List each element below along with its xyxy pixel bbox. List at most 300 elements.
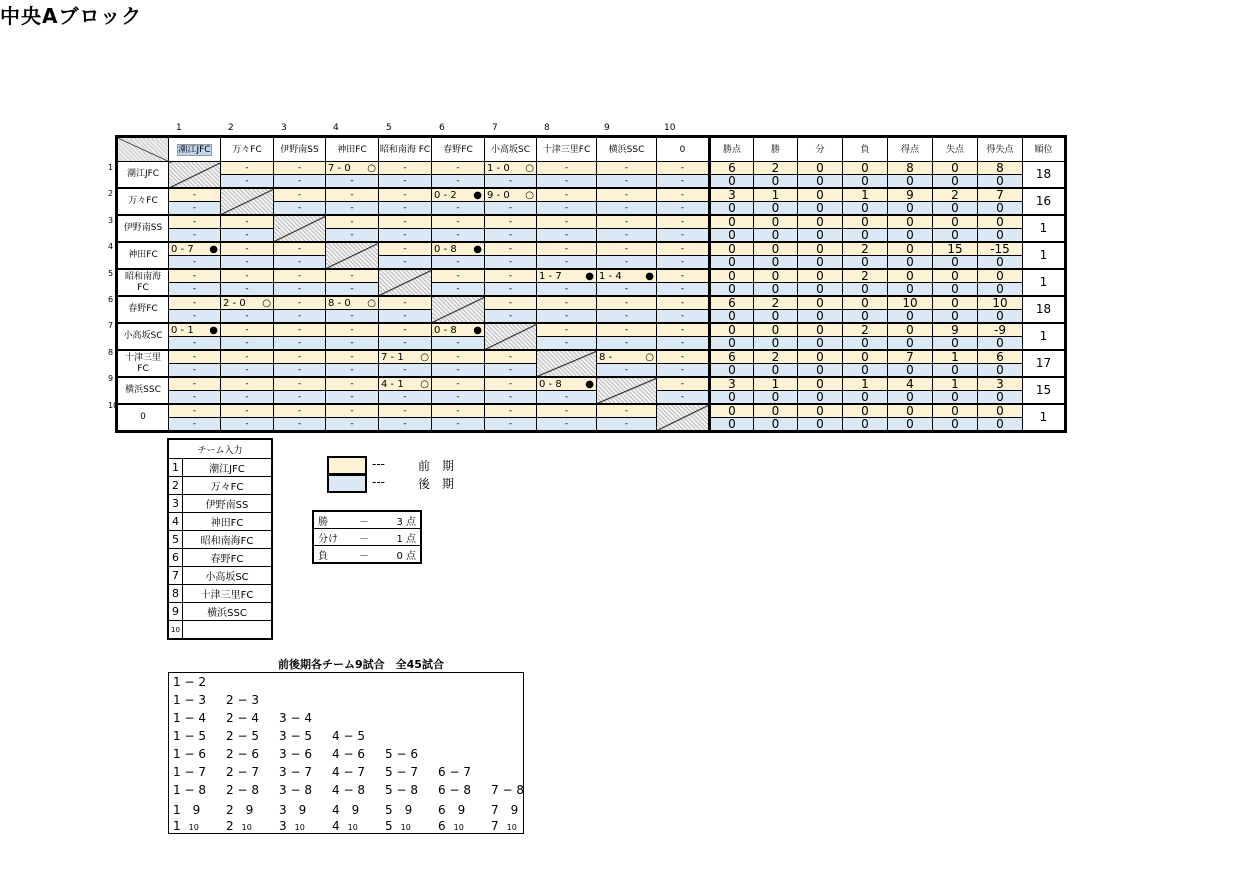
stat-first: 0 [798, 215, 843, 229]
match-cell-second: - [326, 310, 379, 324]
match-cell-first: - [485, 377, 537, 391]
stat-first: 0 [798, 162, 843, 175]
match-cell-second: - [274, 283, 326, 297]
match-cell-second: - [597, 418, 657, 432]
match-cell-first: - [537, 404, 597, 418]
stat-second: 0 [978, 229, 1023, 243]
stat-second: 0 [843, 283, 888, 297]
match-cell-second: - [485, 229, 537, 243]
stat-second: 0 [888, 337, 933, 351]
match-cell-second: - [537, 175, 597, 189]
match-team-b: 10 [241, 823, 252, 832]
diagonal-cell [379, 269, 432, 296]
match-team-a: 7 [491, 819, 499, 833]
first-half-label: 前 期 [418, 459, 455, 473]
match-cell-first: - [326, 323, 379, 337]
stat-first: 15 [933, 242, 978, 256]
match-pair [438, 819, 464, 833]
stat-second: 0 [843, 418, 888, 432]
team-name-field: 昭和南海FC [183, 531, 273, 549]
match-cell-first: - [326, 269, 379, 283]
result-mark: ○ [262, 297, 271, 309]
match-pair: 2 − 8 [226, 783, 259, 797]
diagonal-cell [169, 162, 221, 189]
match-cell-first [326, 162, 379, 175]
match-cell-first: - [657, 323, 710, 337]
match-cell-first [597, 350, 657, 364]
stat-second: 0 [933, 391, 978, 405]
match-pair: 2 − 4 [226, 711, 259, 725]
match-cell-first: - [379, 162, 432, 175]
match-cell-first: - [597, 404, 657, 418]
match-cell-second: - [597, 256, 657, 270]
stat-second: 0 [798, 418, 843, 432]
match-cell-second: - [379, 364, 432, 378]
match-pair: 1 − 8 [173, 783, 206, 797]
stat-second: 0 [933, 256, 978, 270]
match-cell-second: - [597, 229, 657, 243]
match-cell-second: - [326, 283, 379, 297]
stat-first: 0 [798, 296, 843, 310]
stat-first: 0 [888, 269, 933, 283]
stat-second: 0 [798, 229, 843, 243]
stat-second: 0 [843, 364, 888, 378]
diagonal-cell [221, 188, 274, 215]
match-team-b: 10 [188, 823, 199, 832]
score-text: 1 - 0 [487, 162, 510, 174]
stat-second: 0 [888, 364, 933, 378]
stat-second: 0 [798, 310, 843, 324]
stat-second: 0 [888, 202, 933, 216]
match-cell-first: - [657, 269, 710, 283]
result-mark: ● [473, 189, 482, 201]
stat-second: 0 [798, 202, 843, 216]
stat-second: 0 [710, 337, 754, 351]
stat-second: 0 [798, 364, 843, 378]
match-cell-second: - [274, 310, 326, 324]
stat-first: 1 [933, 350, 978, 364]
result-mark: ● [473, 324, 482, 336]
match-cell-first: - [485, 215, 537, 229]
match-cell-first: - [597, 162, 657, 175]
match-cell-second: - [432, 175, 485, 189]
stat-first: 0 [843, 162, 888, 175]
match-pair: 2 − 5 [226, 729, 259, 743]
result-mark: ○ [525, 162, 534, 174]
team-name-field: 潮江JFC [183, 459, 273, 477]
match-cell-second: - [326, 364, 379, 378]
stat-first: 8 [978, 162, 1023, 175]
stat-second: 0 [754, 337, 798, 351]
match-cell-second: - [169, 229, 221, 243]
match-cell-second: - [274, 256, 326, 270]
match-cell-first: - [597, 323, 657, 337]
stat-second: 0 [798, 337, 843, 351]
match-team-b: 10 [453, 823, 464, 832]
selected-cell: 潮江JFC [178, 144, 211, 155]
match-cell-second: - [597, 202, 657, 216]
row-team-label: 0 [117, 404, 169, 432]
stat-first: 1 [754, 377, 798, 391]
stat-second: 0 [843, 175, 888, 189]
result-mark: ● [209, 324, 218, 336]
match-pair [173, 819, 199, 833]
stat-header: 失点 [933, 137, 978, 162]
match-cell-first: - [169, 296, 221, 310]
result-mark: ● [473, 243, 482, 255]
match-cell-second: - [537, 256, 597, 270]
rank-cell: 18 [1023, 296, 1066, 323]
match-pair: 1 9 [173, 803, 201, 817]
result-mark: ○ [367, 162, 376, 174]
match-pair: 1 − 4 [173, 711, 206, 725]
match-cell-second: - [169, 283, 221, 297]
row-number: 5 [108, 268, 114, 278]
team-number: 10 [168, 621, 183, 640]
stat-first: 0 [843, 215, 888, 229]
stat-first: 0 [978, 269, 1023, 283]
row-number: 7 [108, 321, 114, 331]
stat-first: 0 [798, 323, 843, 337]
match-cell-first: - [537, 215, 597, 229]
match-pair: 6 − 7 [438, 765, 471, 779]
stat-first: 0 [798, 188, 843, 202]
stat-first: 9 [888, 188, 933, 202]
match-cell-second: - [657, 391, 710, 405]
match-pair: 4 9 [332, 803, 360, 817]
match-cell-first: - [221, 323, 274, 337]
match-cell-first: - [485, 296, 537, 310]
match-cell-second: - [221, 418, 274, 432]
column-header-team: 万々FC [221, 137, 274, 162]
column-number: 10 [664, 123, 676, 133]
stat-first: 0 [710, 404, 754, 418]
match-cell-second: - [537, 229, 597, 243]
stat-first: 6 [710, 350, 754, 364]
match-cell-second: - [537, 391, 597, 405]
stat-first: 0 [754, 269, 798, 283]
match-cell-second: - [379, 229, 432, 243]
match-pair: 5 9 [385, 803, 413, 817]
match-cell-first: - [537, 323, 597, 337]
match-pair: 4 − 7 [332, 765, 365, 779]
stat-second: 0 [933, 283, 978, 297]
match-cell-second: - [326, 337, 379, 351]
match-cell-first: - [221, 404, 274, 418]
row-team-label: 潮江JFC [117, 162, 169, 189]
match-cell-second: - [657, 283, 710, 297]
stat-first: 0 [798, 242, 843, 256]
match-pair: 4 − 5 [332, 729, 365, 743]
match-cell-second: - [274, 175, 326, 189]
match-cell-first: - [169, 350, 221, 364]
result-mark: ○ [525, 189, 534, 201]
match-cell-first: - [221, 242, 274, 256]
points-table [312, 510, 422, 564]
match-cell-first [432, 188, 485, 202]
match-cell-second: - [432, 283, 485, 297]
row-number: 9 [108, 374, 114, 384]
match-cell-second: - [485, 364, 537, 378]
stat-second: 0 [888, 175, 933, 189]
stat-second: 0 [978, 418, 1023, 432]
match-team-a: 4 [332, 819, 340, 833]
column-number: 8 [544, 123, 550, 133]
match-cell-first: - [326, 350, 379, 364]
match-cell-second: - [169, 337, 221, 351]
stat-second: 0 [888, 310, 933, 324]
stat-first: 10 [888, 296, 933, 310]
stat-first: 0 [843, 350, 888, 364]
stat-second: 0 [710, 229, 754, 243]
match-pair: 7 − 8 [491, 783, 524, 797]
stat-first: 0 [888, 215, 933, 229]
row-number: 3 [108, 215, 114, 225]
result-mark: ○ [645, 351, 654, 363]
spacer [181, 823, 189, 832]
column-header-team: 横浜SSC [597, 137, 657, 162]
row-team-label: 伊野南SS [117, 215, 169, 242]
stat-second: 0 [710, 418, 754, 432]
rank-cell: 1 [1023, 269, 1066, 296]
stat-first: 0 [710, 215, 754, 229]
match-pair: 5 − 8 [385, 783, 418, 797]
match-cell-second: - [432, 364, 485, 378]
match-cell-second: - [657, 310, 710, 324]
match-cell-first [432, 242, 485, 256]
team-input-table [167, 438, 273, 640]
stat-first: 3 [710, 188, 754, 202]
match-cell-first [169, 242, 221, 256]
match-cell-first [221, 296, 274, 310]
stat-first: 2 [843, 242, 888, 256]
team-number: 3 [168, 495, 183, 513]
match-cell-first [485, 188, 537, 202]
match-cell-first: - [597, 296, 657, 310]
row-team-label: 春野FC [117, 296, 169, 323]
stat-first: 0 [933, 162, 978, 175]
stat-first: 0 [933, 215, 978, 229]
match-cell-first: - [432, 377, 485, 391]
match-cell-second: - [169, 256, 221, 270]
result-mark: ● [585, 270, 594, 282]
stat-first: 2 [843, 323, 888, 337]
team-name-field: 横浜SSC [183, 603, 273, 621]
stat-first: 0 [754, 323, 798, 337]
stat-second: 0 [710, 310, 754, 324]
match-cell-second: - [169, 310, 221, 324]
match-cell-second: - [485, 202, 537, 216]
match-cell-first: - [597, 188, 657, 202]
score-text: 8 - 0 [328, 297, 351, 309]
column-number: 1 [176, 123, 182, 133]
stat-second: 0 [710, 391, 754, 405]
stat-second: 0 [754, 175, 798, 189]
match-team-a: 2 [226, 819, 234, 833]
match-pair: 5 − 6 [385, 747, 418, 761]
match-cell-second: - [221, 256, 274, 270]
stat-second: 0 [933, 310, 978, 324]
match-cell-second: - [274, 391, 326, 405]
team-number: 6 [168, 549, 183, 567]
match-cell-first: - [597, 215, 657, 229]
match-cell-second: - [379, 310, 432, 324]
match-cell-first: - [169, 377, 221, 391]
column-header-team: 0 [657, 137, 710, 162]
column-header-team: 神田FC [326, 137, 379, 162]
match-cell-first: - [657, 215, 710, 229]
page-title: 中央Aブロック [0, 4, 143, 28]
team-number: 7 [168, 567, 183, 585]
match-pair: 3 − 5 [279, 729, 312, 743]
stat-first: 0 [888, 323, 933, 337]
match-team-b: 10 [294, 823, 305, 832]
match-cell-first: - [221, 377, 274, 391]
match-cell-first [537, 377, 597, 391]
stat-second: 0 [843, 256, 888, 270]
row-team-label: 横浜SSC [117, 377, 169, 404]
match-cell-first: - [274, 296, 326, 310]
match-cell-first: - [274, 188, 326, 202]
rank-cell: 15 [1023, 377, 1066, 404]
match-cell-first: - [657, 296, 710, 310]
match-cell-first: - [657, 188, 710, 202]
stat-second: 0 [888, 391, 933, 405]
team-name-field: 伊野南SS [183, 495, 273, 513]
result-mark: ● [585, 378, 594, 390]
match-cell-first: - [326, 404, 379, 418]
stat-header: 分 [798, 137, 843, 162]
match-pair: 6 − 8 [438, 783, 471, 797]
spacer [499, 823, 507, 832]
column-number: 9 [604, 123, 610, 133]
match-pair [491, 819, 517, 833]
match-cell-second: - [432, 256, 485, 270]
stat-first: 1 [933, 377, 978, 391]
match-cell-first [379, 350, 432, 364]
match-cell-first: - [274, 269, 326, 283]
column-header-team: 伊野南SS [274, 137, 326, 162]
stat-second: 0 [843, 337, 888, 351]
spacer [340, 823, 348, 832]
column-number: 2 [228, 123, 234, 133]
match-cell-second: - [657, 202, 710, 216]
stat-second: 0 [978, 337, 1023, 351]
match-cell-first: - [326, 377, 379, 391]
stat-header: 順位 [1023, 137, 1066, 162]
match-cell-second: - [326, 391, 379, 405]
rank-cell: 1 [1023, 215, 1066, 242]
match-team-b: 10 [347, 823, 358, 832]
stat-first: 9 [933, 323, 978, 337]
team-name-field: 十津三里FC [183, 585, 273, 603]
match-team-a: 6 [438, 819, 446, 833]
stat-header: 勝 [754, 137, 798, 162]
stat-first: 0 [754, 215, 798, 229]
team-name-field [183, 621, 273, 640]
stat-first: 0 [710, 242, 754, 256]
stat-second: 0 [933, 364, 978, 378]
match-cell-first: - [221, 215, 274, 229]
stat-second: 0 [798, 175, 843, 189]
stat-second: 0 [978, 283, 1023, 297]
match-cell-second: - [485, 310, 537, 324]
diagonal-cell [274, 215, 326, 242]
rank-cell: 18 [1023, 162, 1066, 189]
stat-first: 1 [754, 188, 798, 202]
match-cell-first: - [221, 269, 274, 283]
score-text: 1 - 4 [599, 270, 622, 282]
match-cell-second: - [485, 391, 537, 405]
match-cell-second: - [274, 364, 326, 378]
match-cell-first: - [537, 162, 597, 175]
column-number: 7 [492, 123, 498, 133]
match-cell-second: - [657, 364, 710, 378]
stat-second: 0 [933, 202, 978, 216]
match-cell-second: - [657, 256, 710, 270]
stat-second: 0 [888, 283, 933, 297]
points-result: 分け [313, 529, 348, 546]
match-pair: 3 − 4 [279, 711, 312, 725]
match-cell-second: - [537, 283, 597, 297]
stat-first: -15 [978, 242, 1023, 256]
stat-first: 2 [754, 296, 798, 310]
match-cell-first [169, 323, 221, 337]
match-cell-second: - [537, 310, 597, 324]
match-pair: 3 − 6 [279, 747, 312, 761]
result-mark: ○ [420, 351, 429, 363]
score-text: 0 - 8 [434, 243, 457, 255]
match-cell-first: - [274, 242, 326, 256]
match-team-b: 10 [400, 823, 411, 832]
stat-first: 0 [754, 242, 798, 256]
match-cell-first: - [379, 215, 432, 229]
points-value: 3 点 [380, 511, 421, 529]
match-cell-second: - [326, 229, 379, 243]
stat-second: 0 [978, 310, 1023, 324]
match-cell-second: - [485, 256, 537, 270]
stat-second: 0 [754, 229, 798, 243]
match-pair: 2 − 7 [226, 765, 259, 779]
matches-title: 前後期各チーム9試合 全45試合 [278, 658, 444, 671]
rank-cell: 1 [1023, 323, 1066, 350]
column-header-team [169, 137, 221, 162]
stat-first: 2 [754, 350, 798, 364]
match-cell-first: - [485, 242, 537, 256]
match-team-a: 3 [279, 819, 287, 833]
team-name-field: 神田FC [183, 513, 273, 531]
stat-second: 0 [754, 310, 798, 324]
stat-second: 0 [798, 391, 843, 405]
match-pair [226, 819, 252, 833]
stat-first: 1 [843, 188, 888, 202]
match-pair: 1 − 5 [173, 729, 206, 743]
match-team-a: 5 [385, 819, 393, 833]
stat-first: 0 [888, 242, 933, 256]
match-cell-first: - [432, 350, 485, 364]
match-cell-first: - [657, 350, 710, 364]
match-cell-second: - [326, 202, 379, 216]
match-cell-first: - [657, 377, 710, 391]
match-cell-first: - [274, 404, 326, 418]
spacer [393, 823, 401, 832]
result-mark: ● [645, 270, 654, 282]
match-pair: 3 − 8 [279, 783, 312, 797]
stat-first: 4 [888, 377, 933, 391]
match-pair: 3 9 [279, 803, 307, 817]
spacer [446, 823, 454, 832]
column-number: 3 [281, 123, 287, 133]
